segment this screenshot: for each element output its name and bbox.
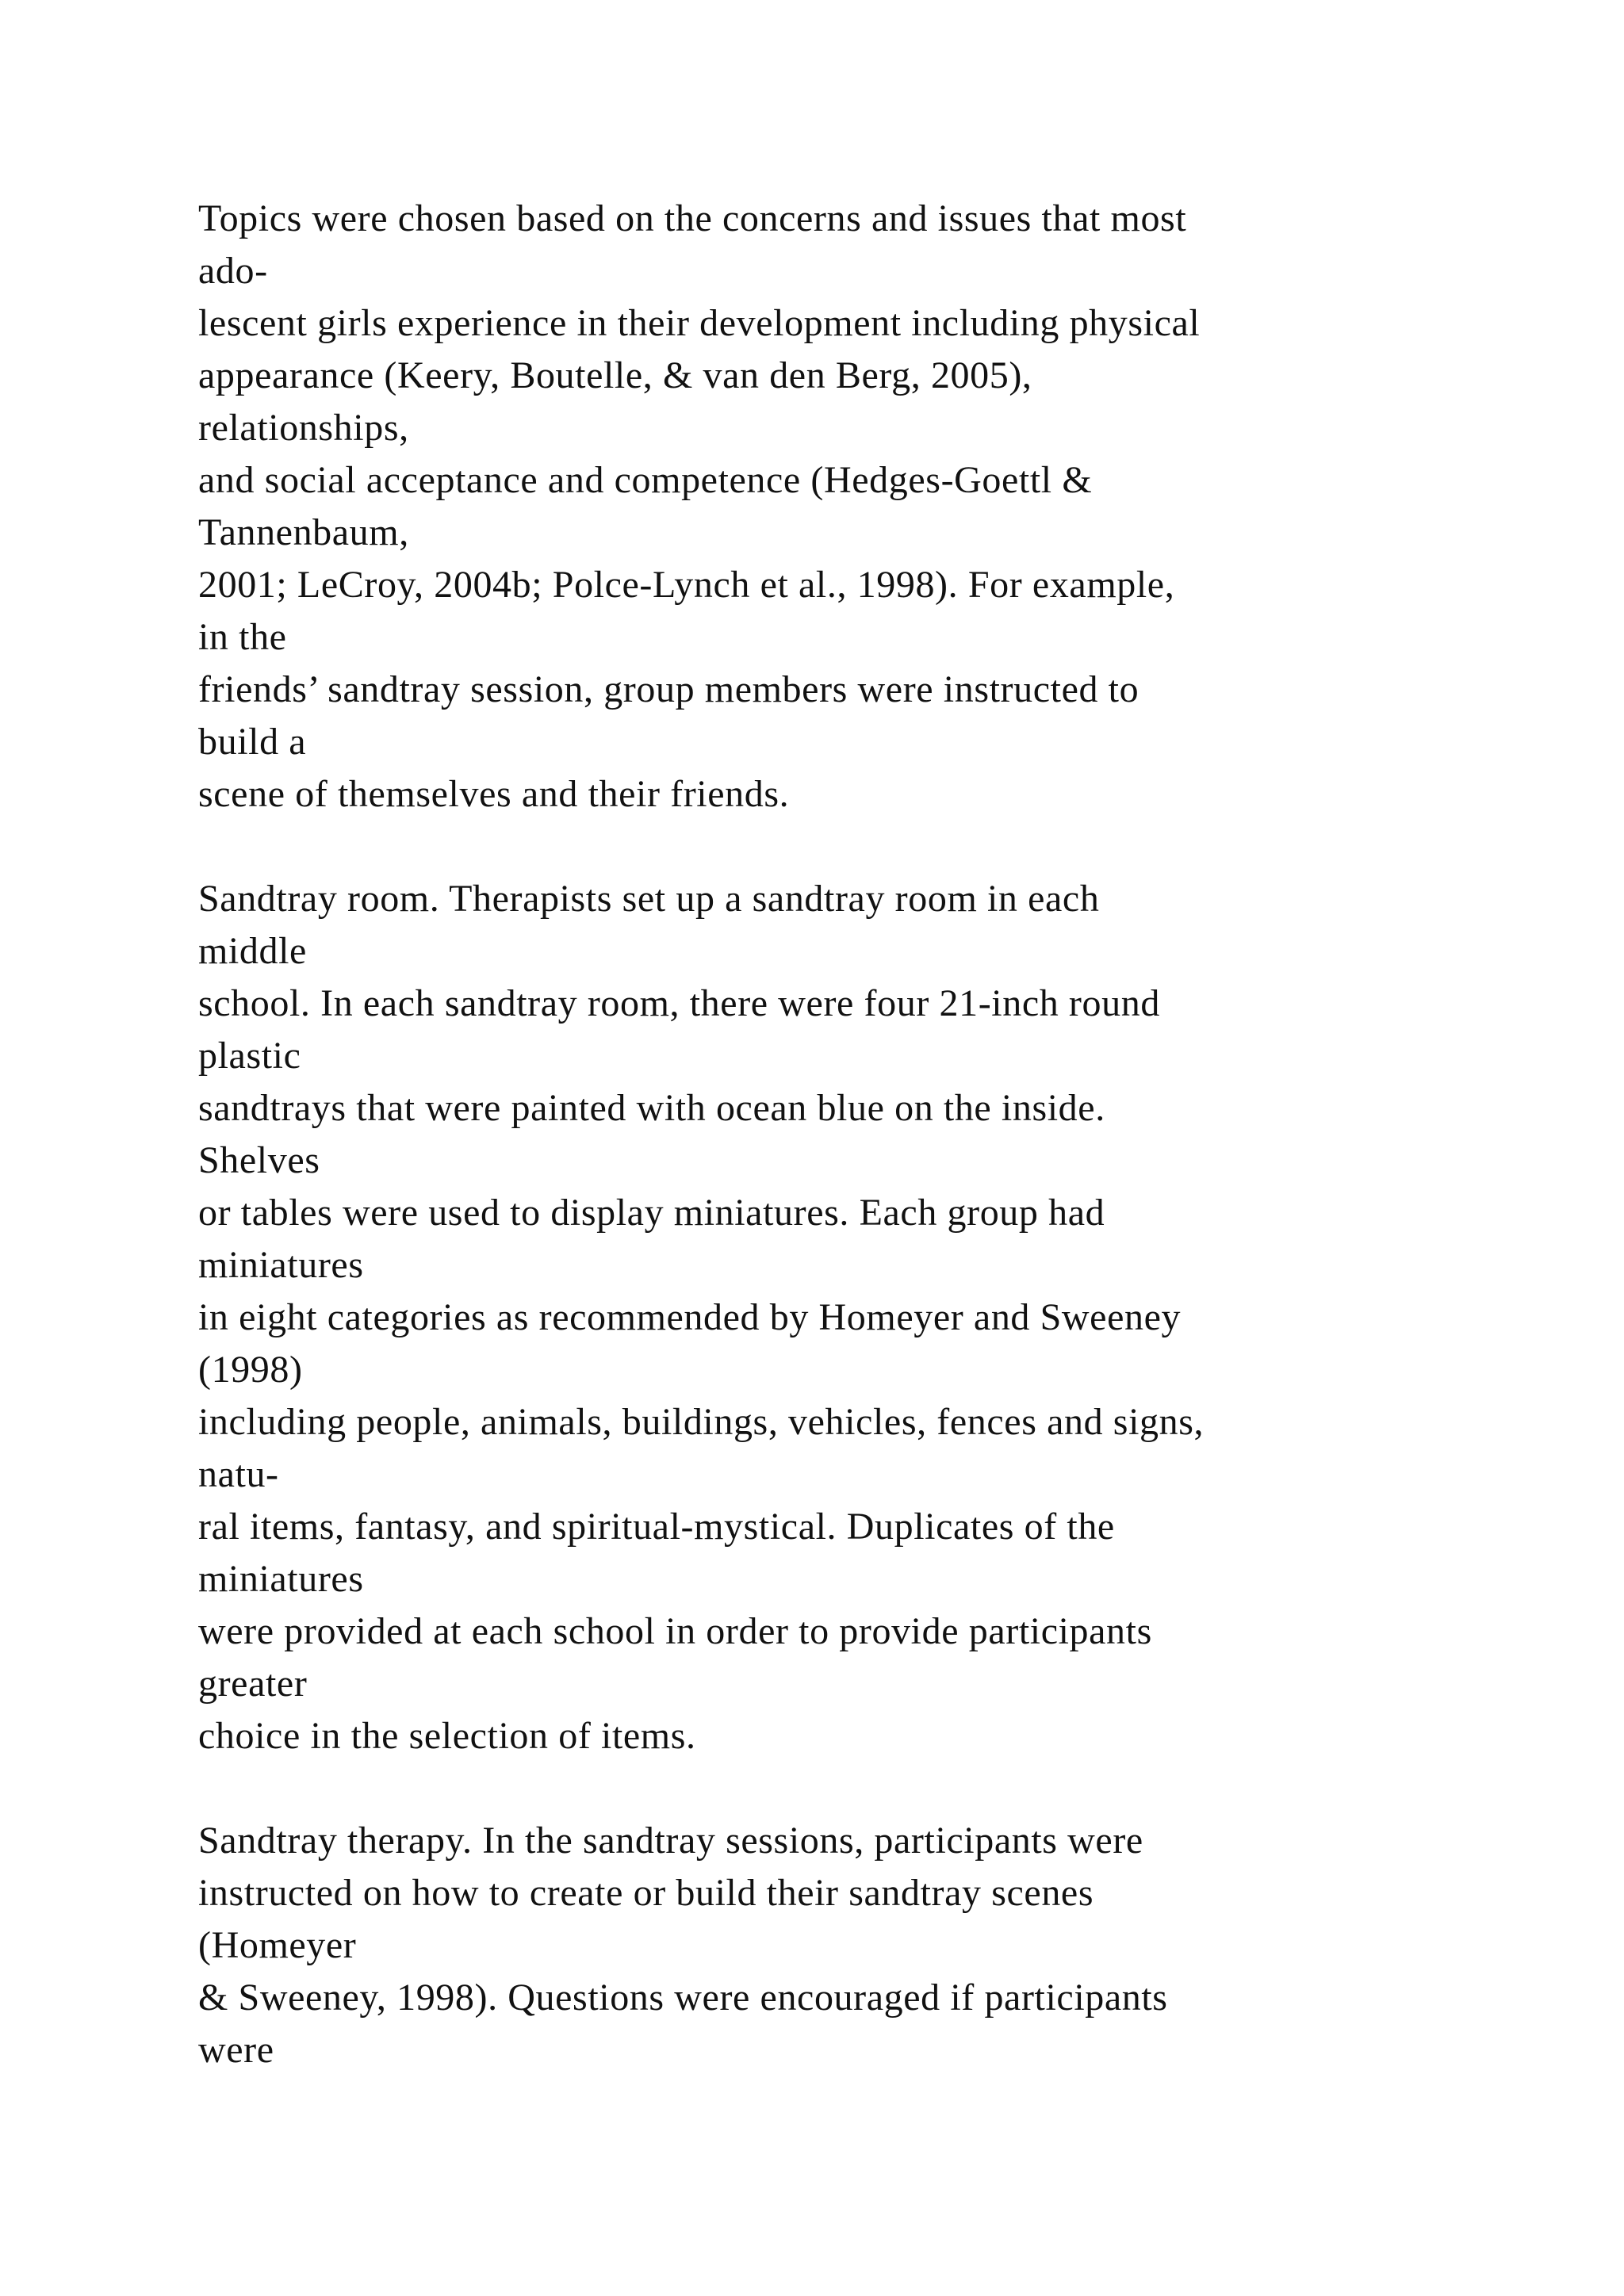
- text-line: appearance (Keery, Boutelle, & van den Berg, 2005),: [198, 354, 1032, 396]
- text-line: sandtrays that were painted with ocean blue on the inside.: [198, 1087, 1105, 1129]
- text-line: choice in the selection of items.: [198, 1715, 696, 1757]
- text-line: miniatures: [198, 1244, 364, 1286]
- text-line: Sandtray room. Therapists set up a sandtray room in each: [198, 878, 1100, 920]
- text-line: greater: [198, 1663, 308, 1705]
- text-line: in eight categories as recommended by Homeyer and Sweeney: [198, 1296, 1182, 1338]
- text-line: school. In each sandtray room, there were four 21-inch round: [198, 982, 1160, 1024]
- text-line: miniatures: [198, 1558, 364, 1600]
- text-line: Shelves: [198, 1139, 320, 1181]
- text-line: middle: [198, 930, 307, 972]
- text-line: or tables were used to display miniatures. Each group had: [198, 1192, 1105, 1234]
- text-line: in the: [198, 616, 287, 658]
- paragraph-sandtray-room: [198, 873, 1546, 1762]
- text-line: natu-: [198, 1453, 279, 1495]
- body-text: [198, 193, 1546, 2076]
- paragraph-topics: [198, 193, 1546, 821]
- paragraph-sandtray-therapy: [198, 1815, 1546, 2076]
- text-line: and social acceptance and competence (Hedges-Goettl &: [198, 459, 1093, 501]
- text-line: including people, animals, buildings, vehicles, fences and signs,: [198, 1401, 1205, 1443]
- text-line: Sandtray therapy. In the sandtray sessions, participants were: [198, 1820, 1143, 1862]
- text-line: lescent girls experience in their development including physical: [198, 302, 1201, 344]
- text-line: Tannenbaum,: [198, 511, 409, 553]
- text-line: Topics were chosen based on the concerns and issues that most: [198, 197, 1187, 239]
- text-line: relationships,: [198, 407, 409, 449]
- text-line: scene of themselves and their friends.: [198, 773, 790, 815]
- text-line: ado-: [198, 250, 268, 292]
- text-line: plastic: [198, 1035, 301, 1077]
- text-line: & Sweeney, 1998). Questions were encouraged if participants: [198, 1976, 1168, 2019]
- text-line: were: [198, 2029, 274, 2071]
- text-line: (Homeyer: [198, 1924, 357, 1966]
- text-line: instructed on how to create or build their sandtray scenes: [198, 1872, 1094, 1914]
- text-line: were provided at each school in order to provide participants: [198, 1610, 1152, 1652]
- text-line: build a: [198, 721, 307, 763]
- text-line: (1998): [198, 1349, 303, 1391]
- text-line: 2001; LeCroy, 2004b; Polce-Lynch et al., 1998). For example,: [198, 564, 1175, 606]
- text-line: ral items, fantasy, and spiritual-mystical. Duplicates of the: [198, 1506, 1115, 1548]
- text-line: friends’ sandtray session, group members were instructed to: [198, 668, 1139, 710]
